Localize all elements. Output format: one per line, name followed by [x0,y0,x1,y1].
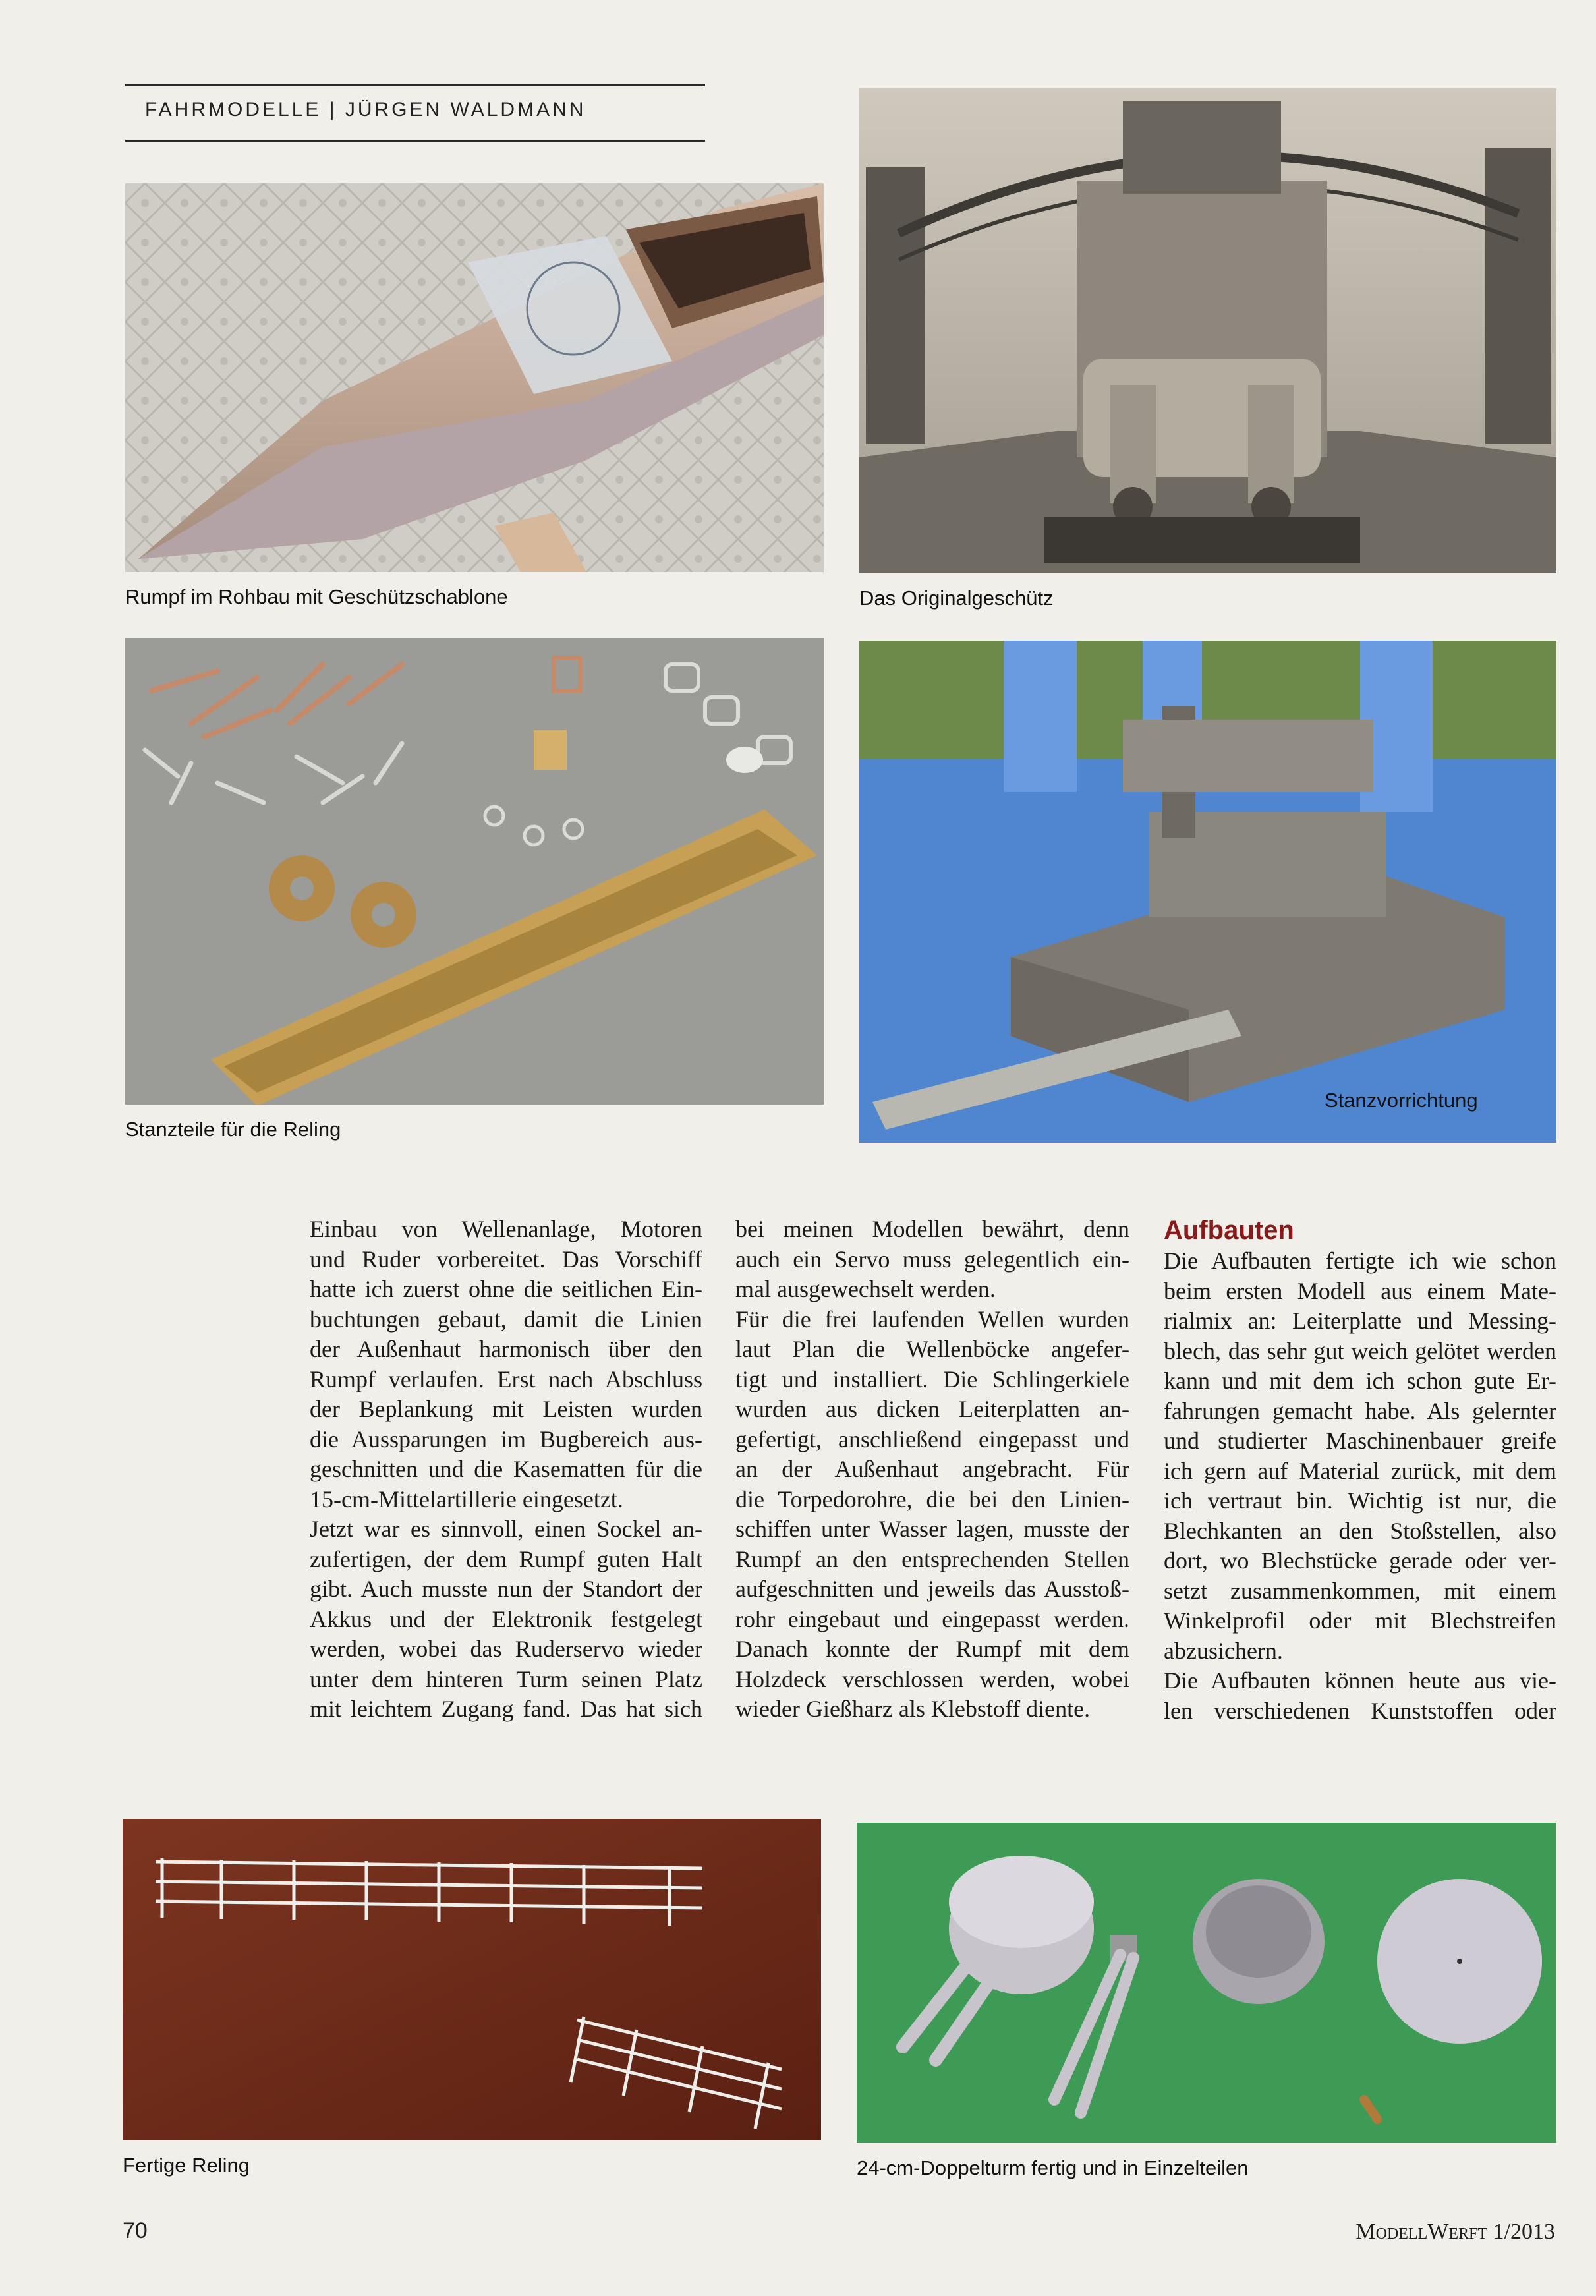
text-column-1 [310,1215,702,1725]
col3-line: setzt zusammenkommen, mit einem [1164,1577,1556,1604]
col3-line: dort, wo Blechstücke gerade oder ver- [1164,1547,1556,1574]
railing-illustration [123,1819,821,2140]
col2-line: bei meinen Modellen bewährt, denn [735,1216,1129,1242]
col1-line: hatte ich zuerst ohne die seitlichen Ein- [310,1276,702,1302]
col3-line: fahrungen gemacht habe. Als gelernter [1164,1397,1556,1424]
photo-original-gun [859,88,1556,573]
header-rule-bottom [125,140,705,142]
col3-line: Die Aufbauten können heute aus vie- [1164,1667,1556,1694]
col1-line: Akkus und der Elektronik festgelegt [310,1605,702,1632]
caption-railing: Fertige Reling [123,2154,250,2177]
col2-line: mal ausgewechselt werden. [735,1276,996,1302]
col1-line: unter dem hinteren Turm seinen Platz [310,1665,702,1692]
section-header: FAHRMODELLE | JÜRGEN WALDMANN [145,99,586,121]
col3-line: ich vertraut bin. Wichtig ist nur, die [1164,1487,1556,1514]
col2-line: an der Außenhaut angebracht. Für [735,1456,1129,1482]
page-number: 70 [123,2218,148,2243]
col1-line: der Außenhaut harmonisch über den [310,1336,702,1362]
caption-hull: Rumpf im Rohbau mit Geschützschablone [125,585,508,608]
col2-line: gefertigt, anschließend eingepasst und [735,1425,1129,1452]
col1-line: Einbau von Wellenanlage, Motoren [310,1216,702,1242]
col2-line: Holzdeck verschlossen werden, wobei [735,1665,1129,1692]
col2-line: aufgeschnitten und jeweils das Ausstoß- [735,1576,1129,1602]
col1-line: zufertigen, der dem Rumpf guten Halt [310,1545,702,1572]
col2-line: Danach konnte der Rumpf mit dem [735,1636,1129,1662]
col3-line: Winkelprofil oder mit Blechstreifen [1164,1607,1556,1634]
col2-line: die Torpedorohre, die bei den Linien- [735,1485,1129,1512]
col3-line: blech, das sehr gut weich gelötet werden [1164,1337,1556,1364]
col3-line: und studierter Maschinenbauer greife [1164,1427,1556,1454]
hull-illustration [125,183,824,572]
col1-line: die Aussparungen im Bugbereich aus- [310,1425,702,1452]
col3-line: kann und mit dem ich schon gute Er- [1164,1367,1556,1394]
col3-line: abzusichern. [1164,1637,1283,1664]
caption-parts: Stanzteile für die Reling [125,1118,341,1141]
caption-turret: 24-cm-Doppelturm fertig und in Einzelteilen [857,2156,1249,2179]
parts-illustration [125,638,824,1105]
col3-line: Blechkanten an den Stoßstellen, also [1164,1517,1556,1544]
col1-line: und Ruder vorbereitet. Das Vorschiff [310,1246,702,1273]
col2-line: wieder Gießharz als Klebstoff diente. [735,1696,1091,1722]
col2-line: schiffen unter Wasser lagen, musste der [735,1516,1129,1542]
col3-line: len verschiedenen Kunststoffen oder [1164,1697,1556,1724]
col1-line: 15-cm-Mittelartillerie eingesetzt. [310,1485,623,1512]
col1-line: werden, wobei das Ruderservo wieder [310,1636,702,1662]
col1-line: buchtungen gebaut, damit die Linien [310,1306,702,1333]
magazine-folio [1355,2220,1555,2245]
section-heading-aufbauten: Aufbauten [1164,1216,1294,1245]
text-column-2 [735,1215,1129,1725]
text-column-3 [1164,1215,1556,1726]
col2-line: laut Plan die Wellenböcke angefer- [735,1336,1129,1362]
caption-original: Das Originalgeschütz [859,587,1054,610]
col2-line: Rumpf an den entsprechenden Stellen [735,1545,1129,1572]
col1-line: gibt. Auch musste nun der Standort der [310,1576,702,1602]
col1-line: geschnitten und die Kasematten für die [310,1456,702,1482]
magazine-issue: 1/2013 [1493,2220,1555,2244]
magazine-name: ModellWerft [1355,2220,1488,2244]
col1-line: der Beplankung mit Leisten wurden [310,1396,702,1422]
col2-line: tigt und installiert. Die Schlingerkiele [735,1365,1129,1392]
col2-line: Für die frei laufenden Wellen wurden [735,1306,1129,1333]
col3-line: beim ersten Modell aus einem Mate- [1164,1277,1556,1304]
col3-line: ich gern auf Material zurück, mit dem [1164,1457,1556,1484]
photo-doppelturm [857,1823,1556,2143]
col1-line: Jetzt war es sinnvoll, einen Sockel an- [310,1516,702,1542]
photo-stanzteile [125,638,824,1105]
col2-line: rohr eingebaut und eingepasst werden. [735,1605,1129,1632]
col3-line: rialmix an: Leiterplatte und Messing- [1164,1307,1556,1334]
col1-line: Rumpf verlaufen. Erst nach Abschluss [310,1365,702,1392]
col1-line: mit leichtem Zugang fand. Das hat sich [310,1696,702,1722]
photo-fertige-reling [123,1819,821,2140]
photo-stanzvorrichtung [859,641,1556,1143]
punch-illustration [859,641,1556,1143]
caption-punch: Stanzvorrichtung [1325,1089,1478,1112]
col2-line: wurden aus dicken Leiterplatten an- [735,1396,1129,1422]
original-gun-illustration [859,88,1556,573]
turret-illustration [857,1823,1556,2143]
photo-hull-rohbau [125,183,824,572]
col2-line: auch ein Servo muss gelegentlich ein- [735,1246,1129,1273]
col3-line: Die Aufbauten fertigte ich wie schon [1164,1248,1556,1274]
header-rule-top [125,84,705,86]
